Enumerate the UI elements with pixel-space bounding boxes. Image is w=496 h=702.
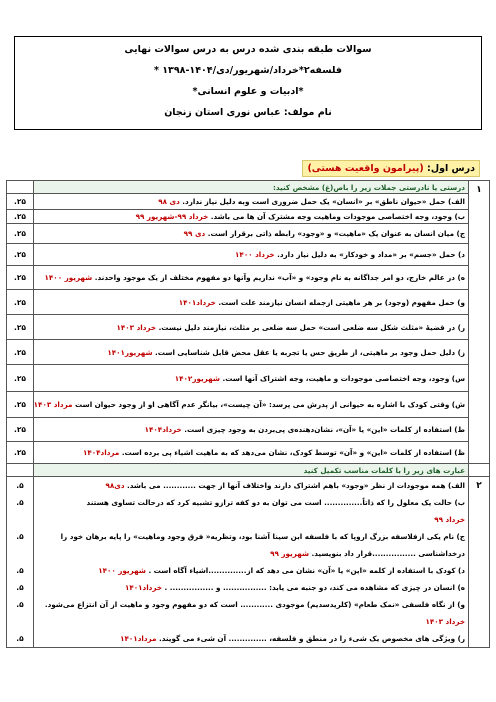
score xyxy=(10,511,30,528)
exam-date: خرداد ۱۴۰۳ xyxy=(425,617,465,626)
fill-in-text: درخداشناسی ................قرار داد بنویسید. xyxy=(311,549,465,558)
exam-date: دی ۹۸ xyxy=(158,197,180,206)
exam-date: دی ۹۹ xyxy=(183,229,206,238)
question-row xyxy=(34,194,469,210)
exam-date: خرداد ۹۹-شهریور ۹۹ xyxy=(135,212,209,221)
fill-in-block xyxy=(34,477,469,648)
score: .۲۵ xyxy=(7,340,34,365)
fill-in-text: ب) حالت یک معلول را که ذاتاً.............. است می توان به دو کفه ترازو تشبیه کرد که درحالت تساوی هستند xyxy=(86,498,465,507)
score: .۵ xyxy=(16,532,24,541)
score-cell xyxy=(7,181,34,194)
exam-date: خرداد ۱۴۰۳ xyxy=(116,322,157,332)
score: .۵ xyxy=(16,634,24,643)
exam-date: خرداد۱۴۰۴ xyxy=(144,425,182,434)
score: .۲۵ xyxy=(7,442,34,464)
question-text xyxy=(37,425,465,434)
question-text xyxy=(33,400,465,409)
question-statement: ظ) استفاده از کلمات «این» و «آن» توسط کودک، نشان می‌دهد که به ماهیت اشیاء پی برده است. xyxy=(121,448,465,457)
score: .۵ xyxy=(16,600,24,609)
question-row xyxy=(34,266,469,290)
score: .۵ xyxy=(16,481,24,490)
score: .۲۵ xyxy=(7,210,34,224)
question-row xyxy=(34,315,469,340)
question-statement: س) وجود، وجه اختصاصی موجودات و ماهیت، وجه اشتراک آنها است. xyxy=(222,373,465,383)
fill-in-text: د) کودک با استفاده از کلمه «این» یا «آن» نشان می دهد که از..............اشیاء آگاه است . xyxy=(148,566,465,575)
question-row xyxy=(34,224,469,244)
fill-in-line xyxy=(37,630,465,647)
lesson-title xyxy=(302,160,480,177)
question-row xyxy=(34,290,469,315)
score: .۲۵ xyxy=(7,392,34,418)
question-statement: ب) وجود، وجه اختصاصی موجودات وماهیت وجه مشترک آن ها می باشد. xyxy=(210,212,465,221)
score: .۵ xyxy=(16,498,24,507)
question-number: ۱ xyxy=(469,181,490,464)
questions-table xyxy=(6,180,490,648)
fill-in-line xyxy=(37,579,465,596)
exam-date: شهریور۱۴۰۱ xyxy=(107,347,153,357)
section-heading: درستی یا نادرستی جملات زیر را باص(غ) مشخص کنید: xyxy=(34,181,469,194)
question-text xyxy=(37,348,465,357)
question-text xyxy=(37,197,465,206)
fill-in-text: ه) انسان در چیزی که مشاهده می کند، دو جنبه می یابد: ................ و ................ . xyxy=(164,583,465,592)
fill-in-line xyxy=(37,511,465,528)
fill-in-line xyxy=(37,477,465,494)
question-text xyxy=(37,273,465,282)
header-author: نام مولف: عباس نوری استان زنجان xyxy=(164,107,332,118)
exam-date: شهریور ۱۴۰۰ xyxy=(44,273,93,282)
exam-date: خرداد ۹۹ xyxy=(434,515,465,524)
exam-date: شهریور ۹۹ xyxy=(270,549,310,558)
question-text xyxy=(37,448,465,457)
question-text xyxy=(37,250,465,259)
score-column xyxy=(7,477,34,648)
exam-date: شهریور ۱۴۰۰ xyxy=(98,566,146,575)
question-row xyxy=(34,392,469,418)
question-text xyxy=(37,323,465,332)
exam-date: مرداد۱۴۰۴ xyxy=(82,448,120,457)
fill-in-text: و) از نگاه فلسفی «نمک طعام» (کلریدسدیم) موجودی ............ است که دو مفهوم وجود و ماهیت از آن انتزاع می‌شود. xyxy=(44,600,465,609)
fill-in-line xyxy=(37,528,465,545)
score: .۲۵ xyxy=(7,224,34,244)
spacer-cell xyxy=(469,464,490,477)
score xyxy=(10,545,30,562)
question-statement: ه) در عالم خارج، دو امر جداگانه به نام وجود» و «آب» نداریم وآنها دو مفهوم مختلف از یک موجود واحدند. xyxy=(94,273,465,282)
question-statement: ر) در قضیهٔ «مثلث شکل سه ضلعی است» حمل سه ضلعی بر مثلث، نیازمند دلیل نیست. xyxy=(158,322,465,332)
score: .۲۵ xyxy=(7,290,34,315)
exam-date: مرداد ۱۴۰۳ xyxy=(33,400,73,409)
question-text xyxy=(37,229,465,238)
question-statement: و) حمل مفهوم (وجود) بر هر ماهیتی ازجمله انسان نیازمند علت است. xyxy=(218,297,465,307)
question-row xyxy=(34,365,469,392)
score: .۲۵ xyxy=(7,244,34,266)
question-row xyxy=(34,210,469,224)
question-statement: الف) حمل «حیوان ناطق» بر «انسان» یک حمل ضروری است وبه دلیل نیاز ندارد. xyxy=(182,197,465,206)
question-statement: ش) وقتی کودک با اشاره به حیوانی از پدرش می پرسد: «آن چیست»، بیانگر عدم آگاهی او از وجود حیوان است xyxy=(75,400,465,409)
exam-date: خرداد ۱۴۰۰ xyxy=(235,250,275,259)
header-field: *ادبیات و علوم انسانی* xyxy=(192,86,304,97)
score: .۲۵ xyxy=(7,418,34,442)
fill-in-line xyxy=(37,562,465,579)
question-row xyxy=(34,244,469,266)
question-text xyxy=(37,298,465,307)
exam-date: خرداد۱۴۰۱ xyxy=(178,297,216,307)
score: .۲۵ xyxy=(7,266,34,290)
exam-date: دی۹۸ xyxy=(105,481,125,490)
question-text xyxy=(37,212,465,221)
question-statement: د) حمل «جسم» بر «مداد و خودکار» به دلیل نیاز دارد. xyxy=(277,250,465,259)
question-row xyxy=(34,340,469,365)
fill-in-line xyxy=(37,613,465,630)
exam-date: شهریور۱۴۰۲ xyxy=(174,373,220,383)
score: .۵ xyxy=(16,566,24,575)
question-text xyxy=(37,374,465,383)
fill-in-text: الف) همه موجودات از نظر «وجود» باهم اشتراک دارند واختلاف آنها از جهت ............ می باشد. xyxy=(127,481,465,490)
question-number: ۲ xyxy=(469,477,490,648)
section-heading: عبارت های زیر را با کلمات مناسب تکمیل کنید xyxy=(34,464,469,477)
fill-in-line xyxy=(37,596,465,613)
fill-in-text: ر) ویژگی های مخصوص یک شیء را در منطق و فلسفه، .............. آن شیء می گویند. xyxy=(158,634,465,643)
header-title: سوالات طبقه بندی شده درس به درس سوالات نهایی xyxy=(124,44,372,55)
score-cell xyxy=(7,464,34,477)
score xyxy=(10,613,30,630)
lesson-prefix: درس اول: xyxy=(427,163,475,174)
lesson-name: (پیرامون واقعیت هستی) xyxy=(307,163,424,174)
header-subtitle: فلسفه۲*خرداد/شهریور/دی/۱۴۰۴-۱۳۹۸ * xyxy=(153,65,343,76)
header-box xyxy=(14,36,482,130)
question-row xyxy=(34,418,469,442)
score: .۵ xyxy=(16,583,24,592)
question-row xyxy=(34,442,469,464)
score: .۲۵ xyxy=(7,315,34,340)
question-statement: ز) دلیل حمل وجود بر ماهیتی، از طریق حس یا تجربه یا عقل محض قابل شناسایی است. xyxy=(155,347,465,357)
exam-date: خرداد۱۴۰۱ xyxy=(124,583,163,592)
question-statement: ط) استفاده از کلمات «این» یا «آن»، نشان‌دهنده‌ی پی‌بردن به وجود چیزی است. xyxy=(184,425,465,434)
question-statement: ج) میان انسان به عنوان یک «ماهیت» و «وجود» رابطه ذاتی برقرار است. xyxy=(207,229,465,238)
score: .۲۵ xyxy=(7,194,34,210)
fill-in-line xyxy=(37,494,465,511)
fill-in-text: ج) نام یکی ازفلاسفه بزرگ اروپا که با فلسفه ابن سینا آشنا بود، وتظریه« فرق وجود وماهیت» را پایه برهان خود را xyxy=(60,532,465,541)
exam-date: مرداد۱۴۰۱ xyxy=(120,634,157,643)
score: .۲۵ xyxy=(7,365,34,392)
fill-in-line xyxy=(37,545,465,562)
